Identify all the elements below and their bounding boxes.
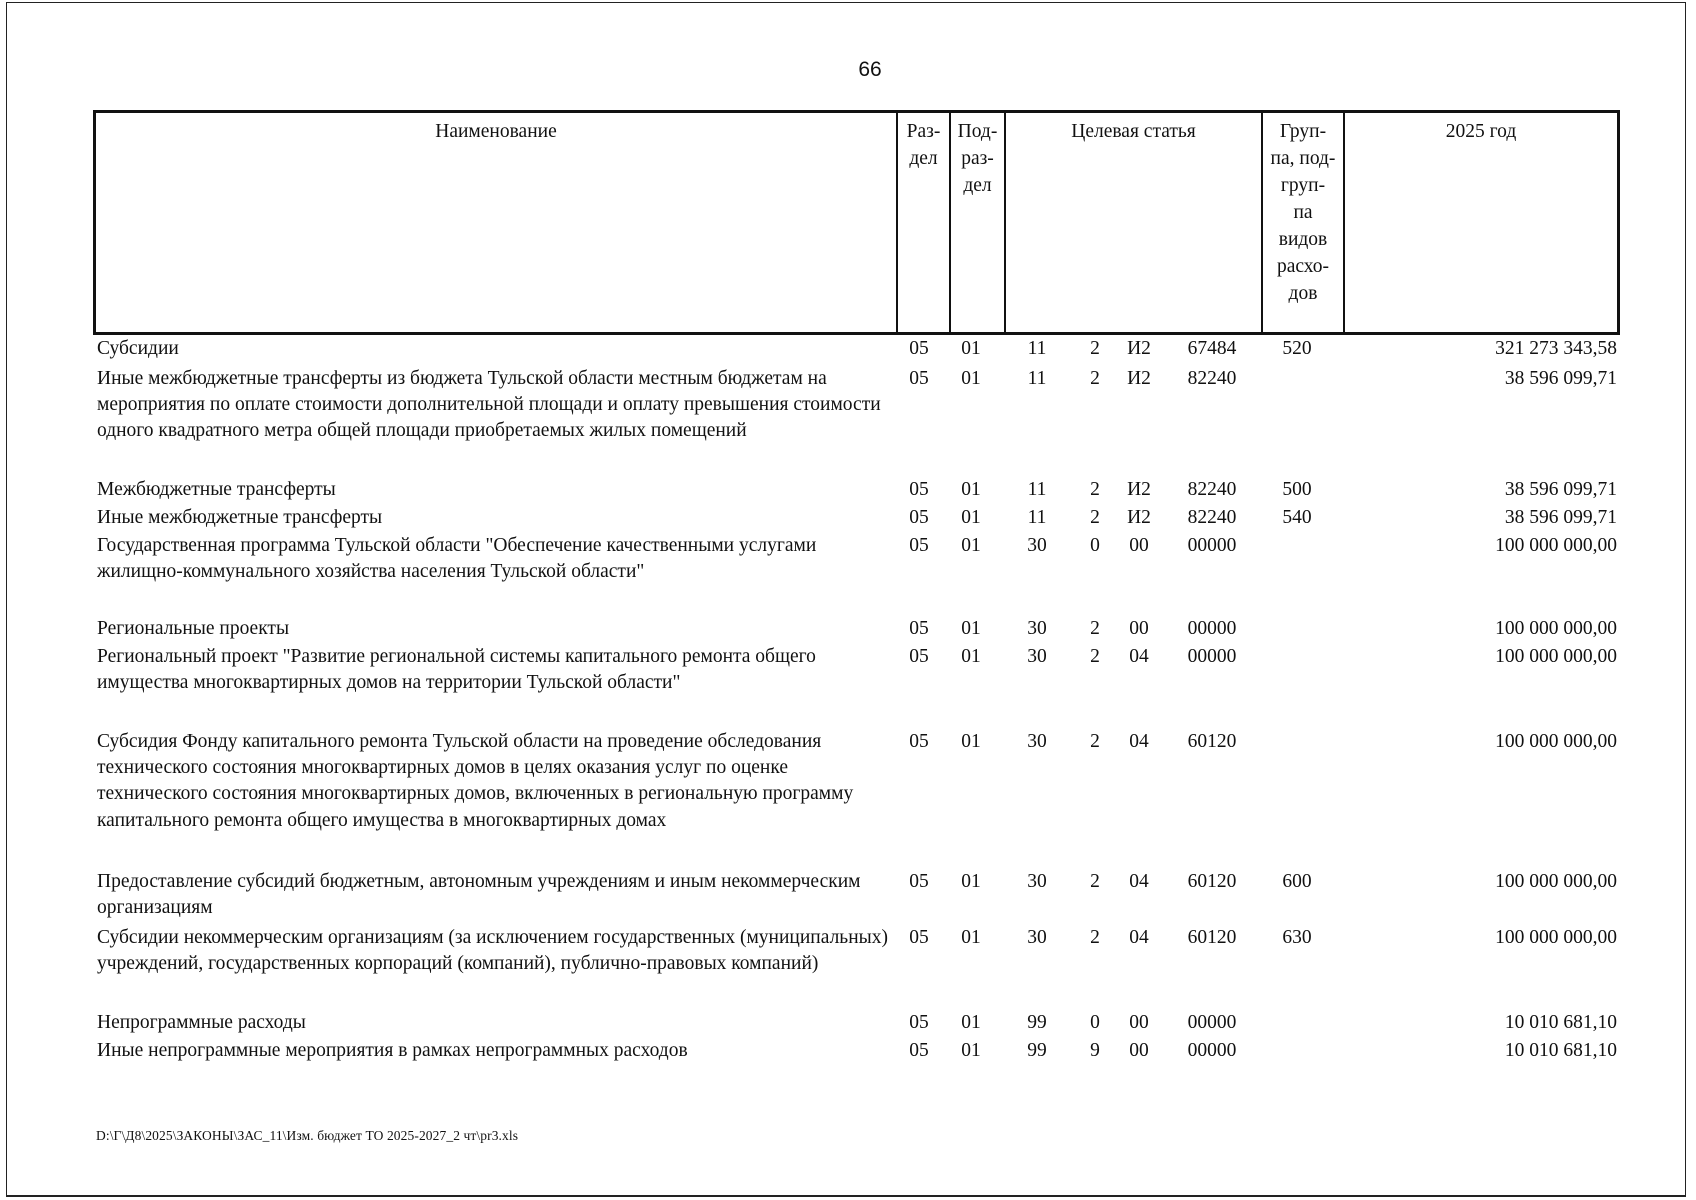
subsection-code: 01 (961, 871, 981, 892)
amount-2025: 100 000 000,00 (1495, 535, 1617, 556)
program-code: 30 (1027, 646, 1047, 667)
subsection-code: 01 (961, 1040, 981, 1061)
section-code: 05 (909, 368, 929, 389)
program-code: 99 (1027, 1040, 1047, 1061)
section-code: 05 (909, 535, 929, 556)
direction-code: 82240 (1187, 479, 1237, 500)
row-name: Непрограммные расходы (97, 1012, 306, 1033)
row-name: Субсидии некоммерческим организациям (за исключением государственных (муниципальных) учреждений, государственных корпораций (компаний), публично-правовых компаний) (97, 927, 888, 975)
subsection-code: 01 (961, 479, 981, 500)
subsection-code: 01 (961, 368, 981, 389)
subprogram-code: 2 (1090, 927, 1100, 948)
program-code: 11 (1027, 479, 1047, 500)
program-code: 30 (1027, 871, 1047, 892)
project-code: 00 (1129, 1012, 1149, 1033)
page-number: 66 (858, 58, 882, 81)
subsection-code: 01 (961, 507, 981, 528)
program-code: 99 (1027, 1012, 1047, 1033)
project-code: И2 (1127, 507, 1151, 528)
expense-group-code: 540 (1282, 507, 1312, 528)
subprogram-code: 2 (1090, 646, 1100, 667)
program-code: 30 (1027, 618, 1047, 639)
section-code: 05 (909, 1040, 929, 1061)
direction-code: 82240 (1187, 368, 1237, 389)
subprogram-code: 9 (1090, 1040, 1100, 1061)
direction-code: 00000 (1187, 535, 1237, 556)
amount-2025: 100 000 000,00 (1495, 618, 1617, 639)
direction-code: 60120 (1187, 731, 1237, 752)
project-code: И2 (1127, 368, 1151, 389)
subsection-code: 01 (961, 927, 981, 948)
direction-code: 60120 (1187, 871, 1237, 892)
row-name: Региональный проект "Развитие региональной системы капитального ремонта общего имущества многоквартирных домов на территории Тульской области" (97, 646, 816, 694)
subsection-code: 01 (961, 731, 981, 752)
row-name: Субсидия Фонду капитального ремонта Тульской области на проведение обследования технического состояния многоквартирных домов в целях оказания услуг по оценке технического состояния многоквартирных домов, включенных в региональную программу капитального ремонта общего имущества в многоквартирных домах (97, 731, 854, 831)
subprogram-code: 2 (1090, 507, 1100, 528)
amount-2025: 38 596 099,71 (1504, 507, 1617, 528)
header-section: Раз- дел (896, 113, 949, 332)
direction-code: 82240 (1187, 507, 1237, 528)
subprogram-code: 0 (1090, 535, 1100, 556)
project-code: 00 (1129, 535, 1149, 556)
table-header (93, 110, 1620, 335)
section-code: 05 (909, 927, 929, 948)
direction-code: 67484 (1187, 338, 1237, 359)
subsection-code: 01 (961, 338, 981, 359)
section-code: 05 (909, 646, 929, 667)
section-code: 05 (909, 871, 929, 892)
project-code: 00 (1129, 1040, 1149, 1061)
row-name: Государственная программа Тульской области "Обеспечение качественными услугами жилищно-коммунального хозяйства населения Тульской области" (97, 535, 817, 583)
amount-2025: 10 010 681,10 (1504, 1040, 1617, 1061)
amount-2025: 38 596 099,71 (1504, 368, 1617, 389)
file-path-footer: D:\Г\Д8\2025\ЗАКОНЫ\ЗАС_11\Изм. бюджет ТО 2025-2027_2 чт\pr3.xls (96, 1128, 519, 1143)
section-code: 05 (909, 731, 929, 752)
section-code: 05 (909, 507, 929, 528)
subprogram-code: 2 (1090, 368, 1100, 389)
expense-group-code: 520 (1282, 338, 1312, 359)
direction-code: 00000 (1187, 618, 1237, 639)
header-expense-group: Груп- па, под- груп- па видов расхо- дов (1261, 113, 1343, 332)
amount-2025: 10 010 681,10 (1504, 1012, 1617, 1033)
row-name: Региональные проекты (97, 618, 290, 639)
subprogram-code: 2 (1090, 871, 1100, 892)
direction-code: 00000 (1187, 1012, 1237, 1033)
section-code: 05 (909, 479, 929, 500)
amount-2025: 100 000 000,00 (1495, 731, 1617, 752)
direction-code: 00000 (1187, 1040, 1237, 1061)
row-name: Иные непрограммные мероприятия в рамках непрограммных расходов (97, 1040, 688, 1061)
section-code: 05 (909, 338, 929, 359)
expense-group-code: 500 (1282, 479, 1312, 500)
project-code: 04 (1129, 731, 1149, 752)
direction-code: 00000 (1187, 646, 1237, 667)
row-name: Межбюджетные трансферты (97, 479, 336, 500)
amount-2025: 100 000 000,00 (1495, 927, 1617, 948)
program-code: 30 (1027, 927, 1047, 948)
subprogram-code: 2 (1090, 618, 1100, 639)
section-code: 05 (909, 618, 929, 639)
program-code: 30 (1027, 535, 1047, 556)
subsection-code: 01 (961, 535, 981, 556)
amount-2025: 38 596 099,71 (1504, 479, 1617, 500)
expense-group-code: 600 (1282, 871, 1312, 892)
subprogram-code: 2 (1090, 338, 1100, 359)
amount-2025: 100 000 000,00 (1495, 871, 1617, 892)
project-code: 00 (1129, 618, 1149, 639)
project-code: 04 (1129, 871, 1149, 892)
header-name: Наименование (435, 121, 557, 142)
expense-group-code: 630 (1282, 927, 1312, 948)
subsection-code: 01 (961, 618, 981, 639)
row-name: Субсидии (97, 338, 179, 359)
subsection-code: 01 (961, 1012, 981, 1033)
project-code: 04 (1129, 646, 1149, 667)
program-code: 30 (1027, 731, 1047, 752)
amount-2025: 100 000 000,00 (1495, 646, 1617, 667)
program-code: 11 (1027, 368, 1047, 389)
subsection-code: 01 (961, 646, 981, 667)
header-year: 2025 год (1343, 113, 1617, 332)
project-code: И2 (1127, 338, 1151, 359)
header-target-article: Целевая статья (1004, 113, 1261, 332)
project-code: И2 (1127, 479, 1151, 500)
section-code: 05 (909, 1012, 929, 1033)
row-name: Иные межбюджетные трансферты из бюджета Тульской области местным бюджетам на мероприятия по оплате стоимости дополнительной площади и оплату превышения стоимости одного квадратного метра общей площади приобретаемых жилых помещений (97, 368, 881, 442)
subprogram-code: 2 (1090, 731, 1100, 752)
row-name: Предоставление субсидий бюджетным, автономным учреждениям и иным некоммерческим организациям (97, 871, 861, 919)
amount-2025: 321 273 343,58 (1495, 338, 1617, 359)
row-name: Иные межбюджетные трансферты (97, 507, 383, 528)
project-code: 04 (1129, 927, 1149, 948)
subprogram-code: 2 (1090, 479, 1100, 500)
direction-code: 60120 (1187, 927, 1237, 948)
header-subsection: Под- раз- дел (949, 113, 1004, 332)
subprogram-code: 0 (1090, 1012, 1100, 1033)
program-code: 11 (1027, 338, 1047, 359)
program-code: 11 (1027, 507, 1047, 528)
